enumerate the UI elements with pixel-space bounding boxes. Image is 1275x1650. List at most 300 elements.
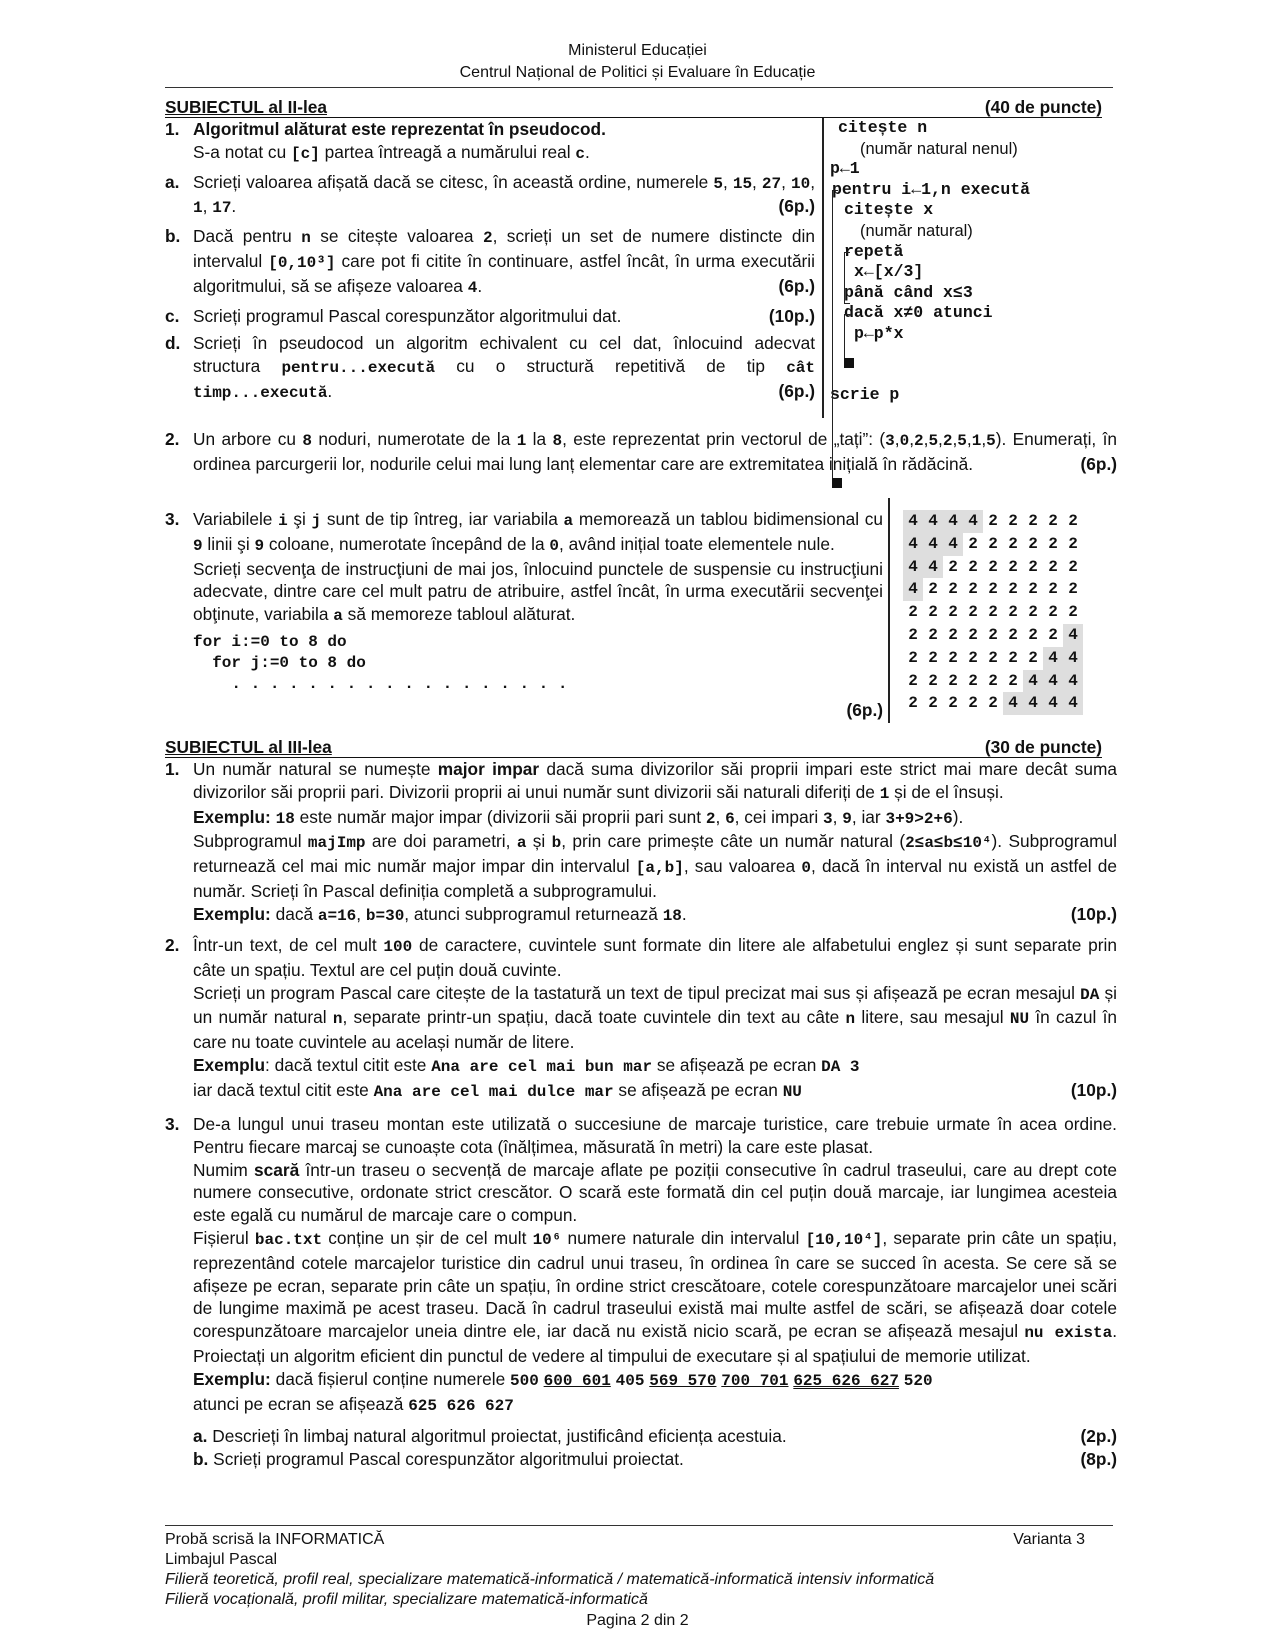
code-text: DA 3 (821, 1057, 860, 1076)
points: (6p.) (778, 275, 815, 296)
code-text: n (301, 229, 311, 248)
text-run: Într-un text, de cel mult (193, 935, 384, 955)
code-text: 405 (615, 1371, 645, 1390)
text-run: , separate prin câte un spațiu, reprezentând cotele marcajelor turistice din cadrul unui traseu, în ordinea în care se succed în acesta. Se cere să se afișeze pe ecran, separate prin câte un spațiu, în ordine strict crescătoare, cotele corespunzătoare marcajelor unei scări de lungime maximă pe acest traseu. Dacă în cadrul traseului există mai multe astfel de scări, se afișează doar cotele corespunzătoare marcajelor uneia dintre ele, iar dacă nu există nicio scară, pe ecran se afișează mesajul (193, 1227, 1117, 1342)
footer-exam: Probă scrisă la INFORMATICĂ (165, 1531, 385, 1548)
question-number: 2. (165, 429, 180, 449)
text-run: cu o structură repetitivă de tip (435, 356, 787, 377)
footer-track-1: Filieră teoretică, profil real, specializare matematică-informatică / matematică-informatică intensiv informatică (165, 1571, 935, 1588)
matrix-cell: 2 (988, 603, 998, 622)
code-text: 520 (903, 1371, 933, 1390)
code-text: cât timp...execută (193, 359, 815, 402)
matrix-cell: 2 (1048, 603, 1058, 622)
code-text: 15 (732, 174, 753, 193)
code-text: 3 (823, 809, 833, 828)
pseudocode-line: dacă x≠0 atunci (844, 303, 993, 323)
underlined-code-text: 600 601 (543, 1371, 611, 1390)
text-run: . (681, 903, 687, 924)
code-text: 500 (509, 1371, 539, 1390)
code-text: 6 (725, 809, 735, 828)
rich-text (193, 1227, 1117, 1368)
text-run: , dacă în interval nu există un astfel de număr. Scrieți în Pascal definiția completă a subprogramului. (193, 856, 1117, 901)
matrix-cell: 4 (1063, 647, 1083, 670)
matrix-row (903, 556, 1083, 579)
code-text: 1 (516, 432, 527, 450)
text-run: Un arbore cu (193, 429, 303, 449)
matrix-cell: 4 (1003, 692, 1023, 715)
text-run: sunt de tip întreg, iar variabila (321, 509, 564, 529)
underlined-code-text: 569 570 (649, 1371, 717, 1390)
section-2-title (165, 97, 1102, 118)
column-divider (888, 498, 890, 723)
matrix-cell: 4 (1043, 647, 1063, 670)
text-run: iar dacă textul citit este (193, 1079, 374, 1100)
matrix-cell: 2 (1048, 534, 1058, 553)
matrix-cell: 2 (948, 580, 958, 599)
text-run: și (526, 831, 552, 852)
text-run: litere, sau mesajul (855, 1007, 1010, 1028)
text-run: De-a lungul unui traseu montan este utilizată o succesiune de marcaje turistice, care trebuie urmate în acea ordine. Pentru fiecare marcaj se cunoaște cota (înălțimea, măsurată în metri) la care este plasat. (193, 1114, 1117, 1157)
pseudocode-note: (număr natural) (860, 221, 973, 240)
rich-text (193, 1080, 802, 1100)
code-text: j (311, 512, 322, 530)
text-run: . (231, 196, 237, 217)
matrix-cell: 2 (948, 625, 958, 644)
text-run: într-un traseu o secvență de marcaje aflate pe poziții consecutive în cadrul traseului, care au drept cote numere consecutive, ordonate strict crescător. O scară este formată din cel puțin două marcaje, iar lungimea acesteia este egală cu numărul de marcaje care o compun. (193, 1159, 1117, 1226)
text-run: este număr major impar (divizorii săi proprii pari sunt (294, 806, 706, 827)
code-text: 2 (942, 432, 953, 450)
text-run: Scrieți valoarea afișată dacă se citesc, în această ordine, numerele (193, 171, 714, 192)
underlined-code-text: 700 701 (721, 1371, 789, 1390)
matrix-cell: 2 (968, 648, 978, 667)
text-run: , (938, 429, 943, 449)
code-text: 5 (957, 432, 967, 450)
code-text: 9 (193, 536, 203, 555)
points: (10p.) (1070, 903, 1117, 924)
column-divider (822, 118, 824, 418)
if-end-marker (844, 358, 854, 368)
code-text: 5 (986, 432, 996, 450)
code-text: a=16 (317, 906, 357, 925)
text-run: Variabilele (193, 509, 279, 529)
section-title: SUBIECTUL al II-lea (165, 97, 327, 117)
points: (6p.) (846, 700, 883, 720)
pseudocode-line: citește n (838, 118, 928, 137)
code-text: 27 (761, 174, 782, 193)
text-run: se afișează pe ecran (652, 1054, 822, 1075)
rich-text (193, 1368, 1117, 1393)
matrix-cell: 4 (903, 510, 923, 533)
code-text: 1 (879, 784, 890, 803)
code-text: 4 (467, 278, 478, 297)
code-text: NU (782, 1082, 802, 1101)
text-run: de caractere, cuvintele sunt formate din litere ale alfabetului englez și sunt separate prin câte un spațiu. Textul are cel puțin două cuvinte. (193, 935, 1117, 980)
matrix-cell: 4 (1063, 692, 1083, 715)
matrix-cell: 4 (923, 556, 943, 579)
matrix-cell: 2 (948, 648, 958, 667)
code-text: [10,10⁴] (805, 1230, 883, 1249)
matrix-cell: 2 (908, 694, 918, 713)
code-text: 5 (928, 432, 939, 450)
text-run: . (327, 380, 333, 401)
code-text: 1 (193, 199, 203, 218)
footer (165, 1530, 1085, 1610)
subpoint-label: d. (165, 333, 181, 354)
code-text: 2 (482, 229, 493, 248)
points: (10p.) (768, 305, 815, 326)
text-run: , cei impari (734, 806, 824, 827)
matrix-cell: 2 (1068, 580, 1078, 599)
text-run: , prin care primește câte un număr natural ( (561, 831, 906, 852)
matrix-cell: 2 (1068, 512, 1078, 530)
matrix-cell: 2 (1008, 512, 1018, 530)
rich-text (193, 830, 1117, 902)
points: (10p.) (1070, 1079, 1117, 1100)
matrix-cell: 2 (908, 648, 918, 667)
matrix-cell: 4 (963, 510, 983, 533)
matrix-cell: 4 (1063, 624, 1083, 647)
matrix-cell: 2 (1028, 512, 1038, 530)
matrix-cell: 4 (903, 578, 923, 601)
code-line: for i:=0 to 8 do (193, 632, 347, 651)
matrix-cell: 2 (968, 603, 978, 622)
pseudocode-line: până când x≤3 (844, 282, 973, 302)
rich-text (193, 982, 1117, 1054)
text-run: , (832, 806, 843, 827)
header-divider (165, 87, 1113, 88)
code-text: 3+9>2+6 (885, 809, 953, 828)
pseudocode-line: p←1 (830, 159, 860, 179)
matrix-cell: 4 (923, 510, 943, 533)
matrix-cell: 2 (1008, 648, 1018, 667)
repeat-bracket (844, 252, 850, 304)
text-run: se afișează pe ecran (613, 1079, 783, 1100)
bold-text: Algoritmul alăturat este reprezentat în pseudocod. (193, 119, 606, 139)
code-text: 5 (713, 174, 723, 193)
matrix-cell: 2 (1008, 580, 1018, 599)
bold-text: Exemplu: (193, 806, 276, 827)
text-run: dacă (270, 903, 318, 924)
code-text: 18 (662, 906, 682, 925)
bold-text: Exemplu (193, 1054, 266, 1075)
matrix-cell: 2 (928, 580, 938, 599)
code-text: 2 (705, 809, 716, 828)
text-run: , (952, 429, 958, 449)
matrix-cell: 2 (928, 671, 938, 690)
matrix-cell: 2 (1008, 557, 1018, 576)
page-number: Pagina 2 din 2 (586, 1612, 689, 1629)
footer-divider (165, 1525, 1113, 1526)
pseudocode-line: repetă (844, 241, 904, 261)
matrix-row (903, 647, 1083, 670)
text-run: Scrieți în pseudocod un algoritm echivalent cu cel dat, înlocuind adecvat structura (193, 333, 815, 377)
pseudocode-line: p←p*x (854, 323, 904, 343)
matrix-cell: 2 (948, 694, 958, 713)
matrix-cell: 2 (1048, 512, 1058, 530)
text-run: , (909, 429, 915, 449)
matrix-row (903, 510, 1083, 533)
code-text: a (563, 512, 574, 530)
pseudocode-line: citește x (844, 200, 934, 220)
text-run: în cazul în care nu toate cuvintele au același număr de litere. (193, 1007, 1118, 1053)
text-run: dacă fișierul conține numerele (270, 1368, 510, 1389)
question-number: 3. (165, 1114, 180, 1134)
text-run: , (722, 171, 733, 192)
question-number: 1. (165, 759, 180, 779)
text-run: care pot fi citite în continuare, astfel încât, în urma executării algoritmului, să se afișeze valoarea (193, 250, 815, 296)
matrix-row (903, 601, 1083, 624)
matrix-cell: 2 (968, 580, 978, 599)
rich-text (193, 306, 621, 326)
matrix-cell: 4 (1043, 692, 1063, 715)
rich-text (193, 172, 815, 217)
text-run: , având inițial toate elementele nule. (559, 533, 835, 554)
text-run: S-a notat cu (193, 141, 291, 162)
pseudocode-block (830, 118, 1120, 405)
rich-text (193, 758, 1117, 806)
matrix-cell: 4 (943, 533, 963, 556)
rich-text (193, 333, 815, 401)
code-line: for j:=0 to 8 do (193, 653, 366, 672)
code-text: 18 (275, 809, 295, 828)
text-run: dacă suma divizorilor săi proprii impari este strict mai mare decât suma divizorilor săi proprii pari. Divizorii proprii ai unui număr sunt divizorii săi naturali diferiți de (193, 759, 1118, 802)
points: (8p.) (1080, 1449, 1117, 1470)
matrix-cell: 2 (928, 603, 938, 622)
text-run: , separate printr-un spațiu, dacă toate cuvintele din text au câte (342, 1007, 846, 1028)
matrix-cell: 2 (988, 694, 998, 713)
section-points: (30 de puncte) (984, 737, 1102, 757)
s2-question-3 (165, 508, 883, 720)
points: (2p.) (1080, 1426, 1117, 1447)
subpoint-text: Descrieți în limbaj natural algoritmul proiectat, justificând eficiența acestuia. (212, 1426, 787, 1447)
matrix-cell: 2 (988, 648, 998, 667)
code-text: [a,b] (635, 859, 684, 878)
text-run: ). Enumerați, în ordinea parcurgerii lor, nodurile celui mai lung lanț elementar care are extremitatea inițială în rădăcină. (193, 429, 1117, 474)
pseudocode-note: (număr natural nenul) (860, 139, 1018, 158)
text-run: şi (287, 509, 312, 529)
rich-text (193, 226, 815, 296)
text-run: conține un șir de cel mult (322, 1227, 533, 1248)
code-text: 0 (549, 536, 560, 555)
text-run: , scrieți un set de numere distincte din intervalul (193, 226, 815, 271)
matrix-cell: 2 (968, 671, 978, 690)
subpoint-label: a. (193, 1426, 208, 1447)
matrix-cell: 2 (928, 694, 938, 713)
matrix-cell: 2 (1068, 557, 1078, 576)
matrix-row (903, 670, 1083, 693)
rich-text (193, 934, 1117, 982)
matrix-cell: 2 (1028, 557, 1038, 576)
matrix-cell: 4 (923, 533, 943, 556)
matrix-cell: 2 (988, 534, 998, 553)
subpoint-label: b. (165, 226, 181, 247)
code-text: 8 (552, 432, 563, 450)
matrix-cell: 2 (1008, 671, 1018, 690)
matrix (903, 510, 1083, 715)
matrix-cell: 2 (1028, 648, 1038, 667)
matrix-cell: 2 (1008, 534, 1018, 553)
code-text: 0 (899, 432, 910, 450)
text-run: , este reprezentat prin vectorul de „tați”: ( (562, 429, 886, 449)
matrix-cell: 2 (948, 671, 958, 690)
matrix-cell: 2 (968, 625, 978, 644)
matrix-cell: 2 (1048, 557, 1058, 576)
code-text: a (516, 834, 527, 853)
text-run: , (781, 171, 791, 192)
text-run: , iar (851, 806, 886, 827)
footer-track-2: Filieră vocațională, profil militar, specializare matematică-informatică (165, 1591, 648, 1608)
pseudocode-line: pentru i←1,n execută (832, 179, 1031, 199)
s3-question-1 (165, 758, 1117, 928)
matrix-cell: 2 (1008, 603, 1018, 622)
subpoint-label: b. (193, 1449, 209, 1470)
footer-variant: Varianta 3 (1013, 1531, 1085, 1548)
text-run: , (923, 429, 929, 449)
matrix-cell: 2 (948, 603, 958, 622)
matrix-cell: 2 (928, 648, 938, 667)
code-text: Ana are cel mai bun mar (431, 1057, 653, 1076)
s2-question-2 (165, 428, 1117, 476)
matrix-row (903, 578, 1083, 601)
matrix-cell: 4 (903, 556, 923, 579)
code-text: 10⁶ (532, 1230, 562, 1249)
section-title: SUBIECTUL al III-lea (165, 737, 332, 757)
question-number: 1. (165, 119, 180, 139)
code-text: 3 (885, 432, 895, 450)
text-run: și de el însuși. (889, 781, 1004, 802)
text-run: Subprogramul (193, 831, 308, 852)
points: (6p.) (778, 380, 815, 401)
matrix-cell: 2 (988, 557, 998, 576)
code-text: pentru...execută (281, 359, 436, 378)
matrix-cell: 4 (1043, 670, 1063, 693)
matrix-cell: 2 (968, 557, 978, 576)
bold-text: Exemplu: (193, 1368, 271, 1389)
question-number: 2. (165, 935, 180, 955)
matrix-cell: 2 (988, 671, 998, 690)
code-text: 8 (302, 432, 312, 450)
code-text: 10 (791, 174, 811, 193)
text-run: memorează un tablou bidimensional cu (573, 509, 883, 529)
text-run: Scrieți un program Pascal care citește de la tastatură un text de tipul precizat mai sus și afișează pe ecran mesajul (193, 982, 1081, 1003)
text-run: , (202, 196, 213, 217)
s3-question-2 (165, 934, 1117, 1104)
matrix-cell: 2 (988, 512, 998, 530)
s2-question-1 (165, 118, 815, 405)
rich-text (193, 558, 883, 628)
text-run: . Proiectați un algoritm eficient din punctul de vedere al timpului de executare și al spațiului de memorie utilizat. (193, 1321, 1118, 1366)
rich-text (193, 806, 1117, 831)
text-run: , (894, 429, 900, 449)
rich-text (193, 1159, 1117, 1227)
text-run: , (966, 429, 972, 449)
subpoint-label: a. (165, 171, 180, 192)
code-text: 2 (914, 432, 924, 450)
matrix-cell: 2 (908, 671, 918, 690)
matrix-cell: 2 (988, 625, 998, 644)
matrix-cell: 2 (928, 625, 938, 644)
matrix-cell: 2 (908, 625, 918, 644)
text-run: Fișierul (193, 1227, 255, 1248)
matrix-cell: 2 (1048, 580, 1058, 599)
code-text: b (551, 834, 562, 853)
code-text: b=30 (365, 906, 405, 925)
text-run: atunci pe ecran se afișează (193, 1393, 409, 1414)
text-run: are doi parametri, (365, 831, 517, 852)
matrix-row (903, 624, 1083, 647)
code-text: nu exista (1024, 1324, 1113, 1343)
text-run: , (810, 171, 816, 192)
text-run: , (981, 429, 987, 449)
code-text: 9 (842, 809, 852, 828)
subpoint-label: c. (165, 305, 180, 326)
bold-text: scară (254, 1159, 300, 1180)
text-run: , (356, 903, 366, 924)
code-text: n (845, 1010, 856, 1029)
text-run: linii şi (202, 533, 255, 554)
code-text: 0 (801, 859, 811, 878)
subpoint-text: Scrieți programul Pascal corespunzător algoritmului proiectat. (213, 1449, 684, 1470)
text-run: , (752, 171, 762, 192)
matrix-cell: 2 (1068, 534, 1078, 553)
text-run: Scrieți programul Pascal corespunzător algoritmului dat. (193, 305, 622, 326)
code-text: NU (1009, 1010, 1030, 1029)
code-text: 17 (212, 199, 232, 218)
matrix-cell: 2 (1028, 603, 1038, 622)
rich-text (193, 1393, 1117, 1418)
text-run: Numim (193, 1159, 255, 1180)
matrix-cell: 2 (908, 603, 918, 622)
text-run: , (715, 806, 726, 827)
matrix-cell: 2 (988, 580, 998, 599)
code-text: 2≤a≤b≤10⁴ (905, 834, 992, 853)
code-text: i (278, 512, 288, 530)
text-run: și un număr natural (193, 982, 1118, 1028)
section-3-title (165, 737, 1102, 758)
rich-text (193, 141, 815, 166)
text-run: să memoreze tabloul alăturat. (342, 604, 576, 625)
text-run: . (477, 275, 483, 296)
text-run: Dacă pentru (193, 226, 302, 247)
matrix-cell: 2 (968, 534, 978, 553)
rich-text (193, 1113, 1117, 1159)
text-run: Un număr natural se numește (193, 759, 438, 779)
text-run: se citește valoarea (310, 226, 483, 247)
bold-text: major impar (437, 759, 540, 779)
section-points: (40 de puncte) (984, 97, 1102, 117)
code-text: 9 (254, 536, 265, 555)
matrix-cell: 2 (1068, 603, 1078, 622)
matrix-cell: 4 (1023, 670, 1043, 693)
text-run: , atunci subprogramul returnează (404, 903, 663, 924)
code-line: . . . . . . . . . . . . . . . . . . (193, 674, 568, 693)
matrix-row (903, 692, 1083, 715)
code-text: 100 (383, 938, 413, 956)
code-text: a (333, 607, 343, 626)
footer-language: Limbajul Pascal (165, 1551, 278, 1568)
text-run: , sau valoarea (683, 856, 802, 877)
matrix-cell: 4 (1023, 692, 1043, 715)
rich-text (193, 429, 1117, 474)
rich-text (193, 904, 687, 924)
code-text: bac.txt (254, 1230, 323, 1249)
rich-text (193, 118, 815, 141)
text-run: coloane, numerotate începând de la (264, 533, 550, 554)
matrix-cell: 4 (1063, 670, 1083, 693)
matrix-cell: 2 (948, 557, 958, 576)
code-text: 625 626 627 (408, 1396, 514, 1415)
pseudocode-line: x←[x/3] (854, 262, 924, 282)
